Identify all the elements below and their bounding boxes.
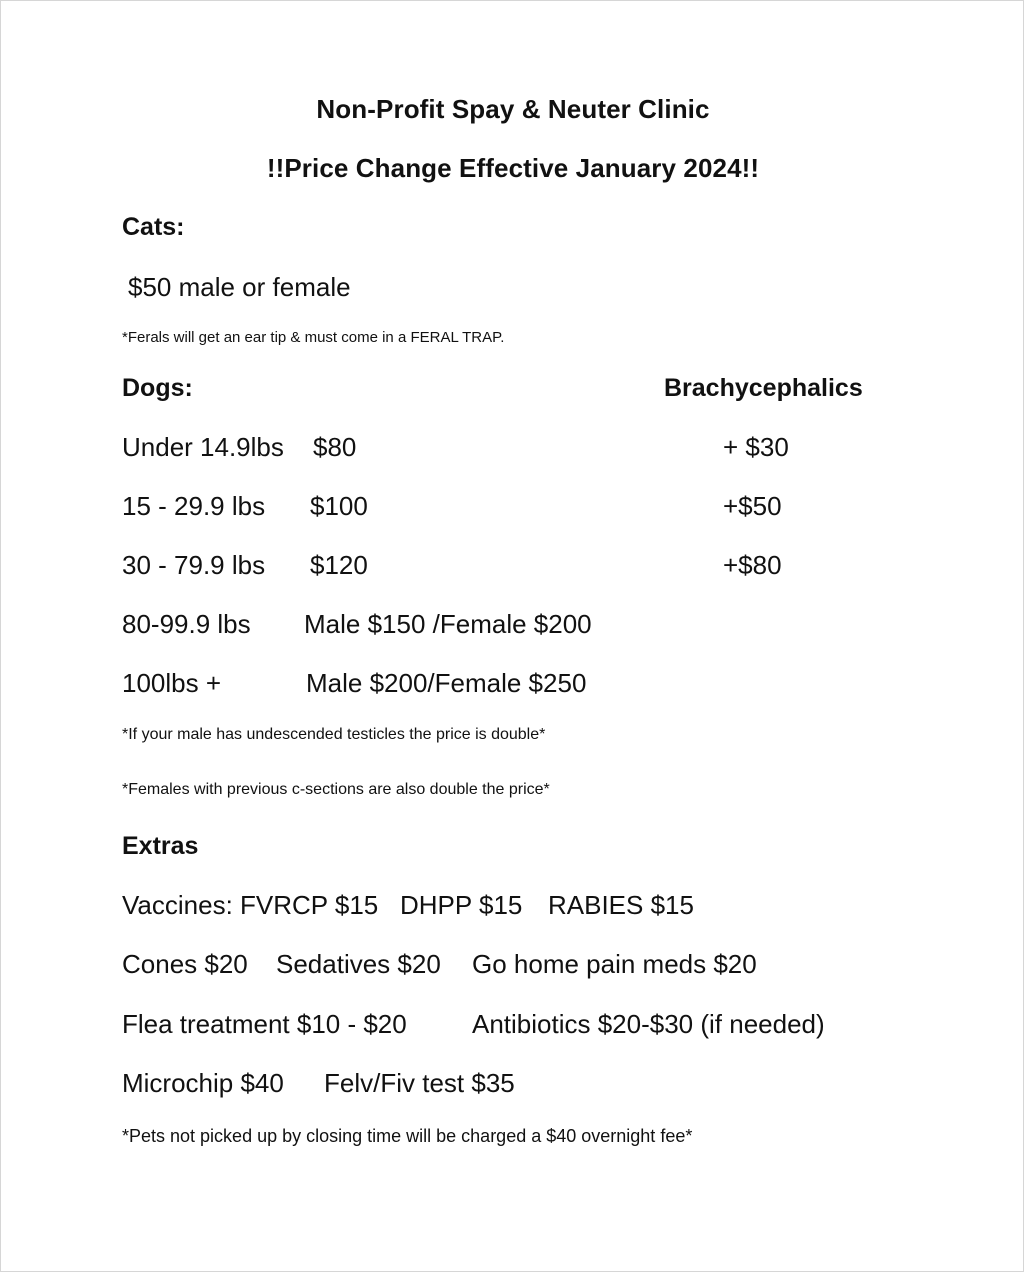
extra-cones: Cones $20	[122, 949, 248, 979]
dog-price-row-5: Male $200/Female $250	[306, 668, 587, 698]
dog-price-row-4: Male $150 /Female $200	[304, 609, 592, 639]
c-section-note: *Females with previous c-sections are also double the price*	[122, 781, 550, 798]
dog-price-row-2: $100	[310, 491, 368, 521]
price-change-notice: !!Price Change Effective January 2024!!	[266, 153, 760, 183]
dog-weight-row-2: 15 - 29.9 lbs	[122, 491, 266, 521]
vaccine-rabies: RABIES $15	[548, 890, 694, 920]
extra-flea-treatment: Flea treatment $10 - $20	[122, 1009, 407, 1039]
dog-weight-row-4: 80-99.9 lbs	[122, 609, 251, 639]
brachycephalics-heading: Brachycephalics	[664, 374, 863, 402]
extras-heading: Extras	[122, 832, 199, 860]
cats-price: $50 male or female	[128, 272, 351, 302]
undescended-note: *If your male has undescended testicles the price is double*	[122, 726, 546, 743]
dogs-heading: Dogs:	[122, 374, 193, 402]
extra-pain-meds: Go home pain meds $20	[472, 949, 757, 979]
extra-sedatives: Sedatives $20	[276, 949, 441, 979]
dog-weight-row-5: 100lbs +	[122, 668, 222, 698]
cats-heading: Cats:	[122, 213, 185, 241]
brachy-surcharge-row-3: +$80	[723, 550, 782, 580]
dog-weight-row-3: 30 - 79.9 lbs	[122, 550, 266, 580]
dog-price-row-3: $120	[310, 550, 368, 580]
dog-price-row-1: $80	[313, 432, 357, 462]
extra-felv-fiv-test: Felv/Fiv test $35	[324, 1068, 515, 1098]
dog-weight-row-1: Under 14.9lbs	[122, 432, 284, 462]
extra-microchip: Microchip $40	[122, 1068, 284, 1098]
brachy-surcharge-row-2: +$50	[723, 491, 782, 521]
clinic-title: Non-Profit Spay & Neuter Clinic	[316, 94, 710, 124]
vaccine-dhpp: DHPP $15	[400, 890, 523, 920]
vaccine-fvrcp: Vaccines: FVRCP $15	[122, 890, 379, 920]
extra-antibiotics: Antibiotics $20-$30 (if needed)	[472, 1009, 825, 1039]
cats-feral-note: *Ferals will get an ear tip & must come in a FERAL TRAP.	[122, 329, 505, 346]
brachy-surcharge-row-1: + $30	[723, 432, 789, 462]
overnight-fee-note: *Pets not picked up by closing time will be charged a $40 overnight fee*	[122, 1126, 693, 1146]
